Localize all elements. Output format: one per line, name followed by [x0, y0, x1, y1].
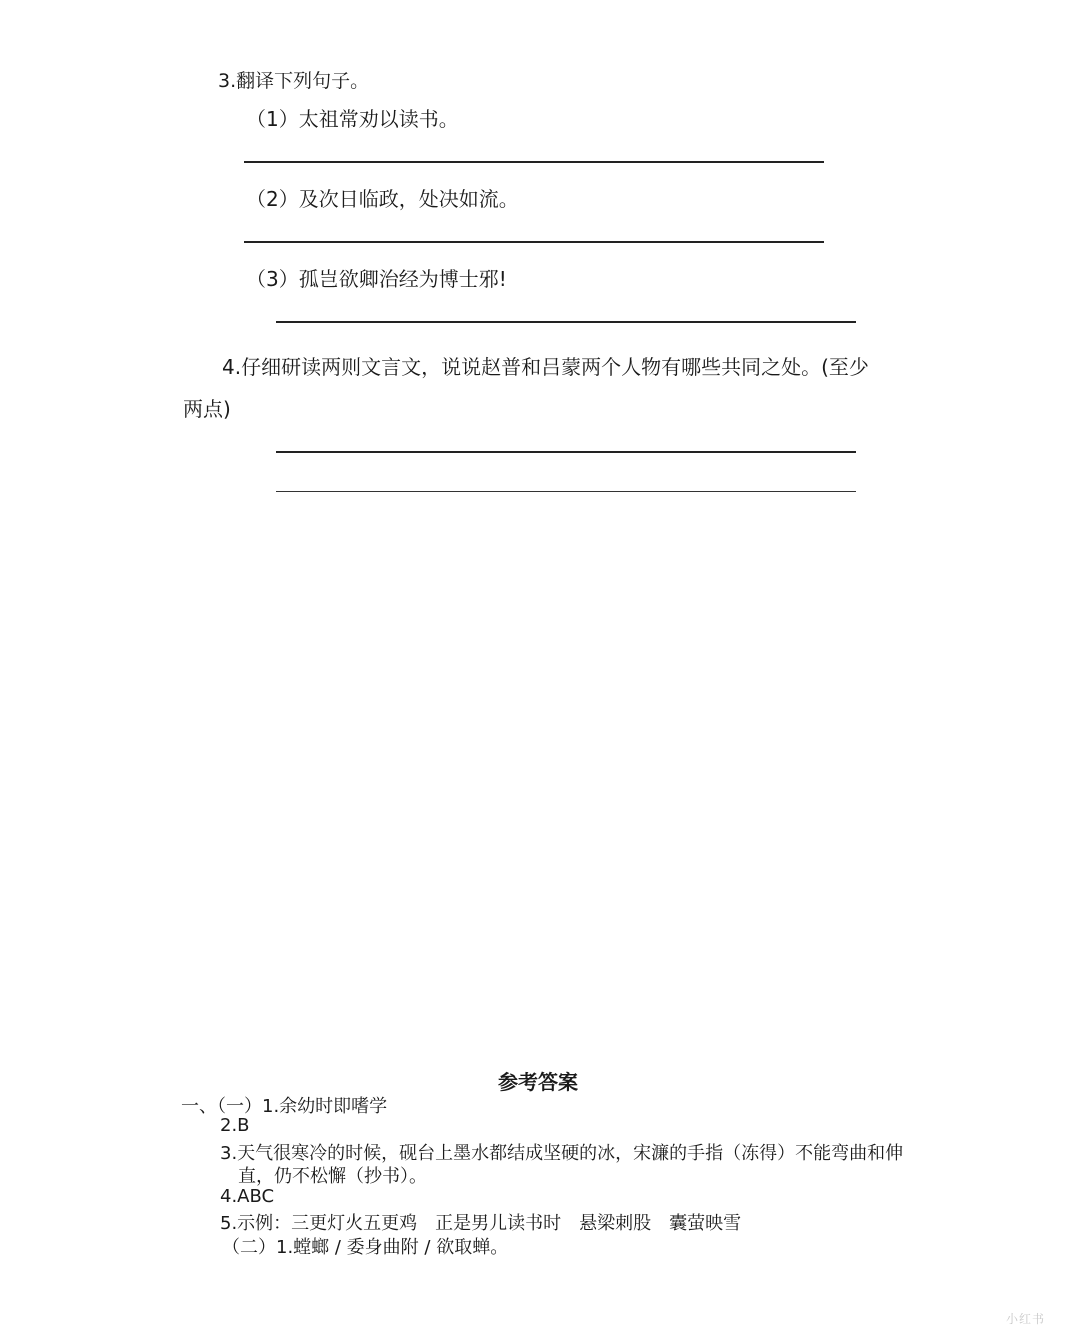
question-3-title: 3.翻译下列句子。 [218, 70, 370, 92]
question-4-line-2: 两点) [183, 397, 231, 421]
question-3-item-3: （3）孤岂欲卿治经为博士邪! [246, 267, 507, 291]
question-4-line-1: 4.仔细研读两则文言文，说说赵普和吕蒙两个人物有哪些共同之处。(至少 [222, 355, 869, 379]
answer-line-3-3 [276, 321, 856, 323]
answer-line: 3.天气很寒冷的时候，砚台上墨水都结成坚硬的冰，宋濂的手指（冻得）不能弯曲和伸 [220, 1143, 904, 1164]
question-3-item-1: （1）太祖常劝以读书。 [246, 107, 459, 131]
answer-line: （二）1.螳螂 / 委身曲附 / 欲取蝉。 [222, 1237, 509, 1258]
question-3-item-2: （2）及次日临政，处决如流。 [246, 187, 519, 211]
answer-line: 一、（一）1.余幼时即嗜学 [181, 1096, 388, 1117]
answer-line-4-2 [276, 491, 856, 492]
watermark-logo: 小红书 [1006, 1312, 1046, 1326]
answer-line: 2.B [220, 1115, 250, 1136]
answer-line: 5.示例：三更灯火五更鸡 正是男儿读书时 悬梁刺股 囊萤映雪 [220, 1213, 742, 1234]
answer-line-4-1 [276, 451, 856, 453]
answer-line-3-1 [244, 161, 824, 163]
answer-line-3-2 [244, 241, 824, 243]
answers-title: 参考答案 [498, 1070, 578, 1094]
answer-line: 4.ABC [220, 1186, 275, 1207]
answer-line: 直，仍不松懈（抄书）。 [238, 1166, 427, 1187]
